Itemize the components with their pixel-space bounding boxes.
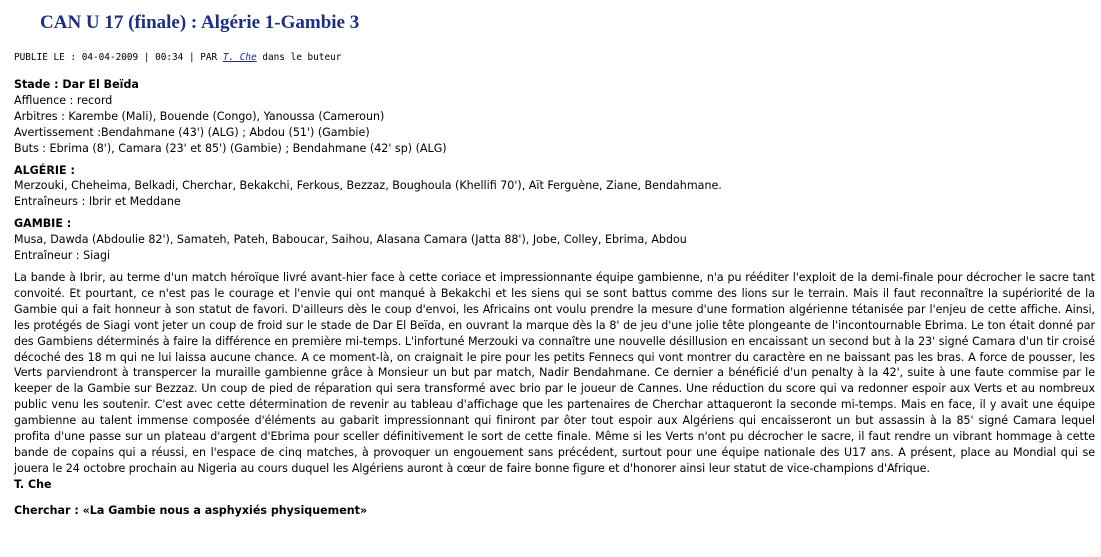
match-info	[14, 77, 1095, 157]
stadium-heading: Stade : Dar El Beïda	[14, 78, 139, 91]
referees: Arbitres : Karembe (Mali), Bouende (Congo), Yanoussa (Cameroun)	[14, 109, 385, 123]
algeria-players: Merzouki, Cheheima, Belkadi, Cherchar, Bekakchi, Ferkous, Bezzaz, Boughoula (Khellifi 70'), Aït Ferguène, Ziane, Bendahmane.	[14, 179, 722, 193]
gambia-lineup	[14, 216, 1095, 264]
gambia-players: Musa, Dawda (Abdoulie 82'), Samateh, Pateh, Baboucar, Saihou, Alasana Camara (Jatta 88'), Jobe, Colley, Ebrima, Abdou	[14, 233, 687, 247]
algeria-heading: ALGÉRIE :	[14, 163, 75, 177]
gambia-coach: Entraîneur : Siagi	[14, 249, 111, 263]
article-signature: T. Che	[14, 477, 52, 491]
goals: Buts : Ebrima (8'), Camara (23' et 85') (Gambie) ; Bendahmane (42' sp) (ALG)	[14, 141, 447, 155]
attendance: Affluence : record	[14, 93, 113, 107]
author-link[interactable]: T. Che	[222, 52, 257, 63]
algeria-lineup	[14, 163, 1095, 211]
article-body: La bande à Ibrir, au terme d'un match héroïque livré avant-hier face à cette coriace et impressionnante équipe gambienne, n'a pu rééditer l'exploit de la demi-finale pour décrocher le sacre tant convoité. Et pourtant, ce n'est pas le courage et l'envie qui ont manqué à Bekakchi et les siens qui se sont battus comme des lions sur le terrain. Mais il faut reconnaître la supériorité de la Gambie qui a fait honneur à son statut de favori. D'ailleurs dès le coup d'envoi, les Africains ont voulu prendre la mesure d'une formation algérienne tétanisée par l'enjeu de cette affiche. Ainsi, les protégés de Siagi vont jeter un coup de froid sur le stade de Dar El Beïda, en ouvrant la marque dès la 8' de jeu d'une jolie tête plongeante de l'incontournable Ebrima. Le ton était donné par des Gambiens déterminés à faire la différence en première mi-temps. L'infortuné Merzouki va connaître une nouvelle désillusion en encaissant un second but à la 23' signé Camara d'un tir croisé décoché des 18 m qui ne lui laissa aucune chance. A ce moment-là, on craignait le pire pour les petits Fennecs qui vont montrer du caractère en ne baissant pas les bras. A force de pousser, les Verts parviendront à transpercer la muraille gambienne grâce à Monsieur un but par match, Nadir Bendahmane. Ce dernier a bénéficié d'un penalty à la 42', suite à une faute commise par le keeper de la Gambie sur Bezzaz. Un coup de pied de réparation qui sera transformé avec brio par le joueur de Cannes. Une réduction du score qui va redonner espoir aux Verts et au nombreux public venu les soutenir. C'est avec cette détermination de revenir au tableau d'affichage que les partenaires de Cherchar attaqueront la seconde mi-temps. Mais en face, il y avait une équipe gambienne au talent immense composée d'éléments au gabarit impressionnant qui finiront par ôter tout espoir aux Algériens qui encaisseront un but assassin à la 85' signé Camara lequel profita d'une passe sur un plateau d'argent d'Ebrima pour sceller définitivement le sort de cette finale. Même si les Verts n'ont pu décrocher le sacre, il faut rendre un vibrant hommage à cette bande de copains qui a réussi, en l'espace de cinq matches, à provoquer un engouement sans précédent, surtout pour une équipe nationale des U17 ans. A présent, place au Mondial qui se jouera le 24 octobre prochain au Nigeria au cours duquel les Algériens auront à cœur de faire bonne figure et d'honorer ainsi leur statut de vice-champions d'Afrique.	[14, 270, 1095, 475]
gambia-heading: GAMBIE :	[14, 217, 72, 231]
article-meta	[14, 52, 341, 63]
cautions: Avertissement :Bendahmane (43') (ALG) ; Abdou (51') (Gambie)	[14, 125, 370, 139]
published-date: PUBLIE LE : 04-04-2009 | 00:34 | PAR	[14, 52, 223, 63]
section-label: dans le buteur	[256, 52, 342, 63]
article-content	[14, 77, 1095, 519]
next-article-heading: Cherchar : «La Gambie nous a asphyxiés physiquement»	[14, 503, 368, 517]
article-title: CAN U 17 (finale) : Algérie 1-Gambie 3	[40, 12, 360, 33]
algeria-coaches: Entraîneurs : Ibrir et Meddane	[14, 195, 181, 209]
